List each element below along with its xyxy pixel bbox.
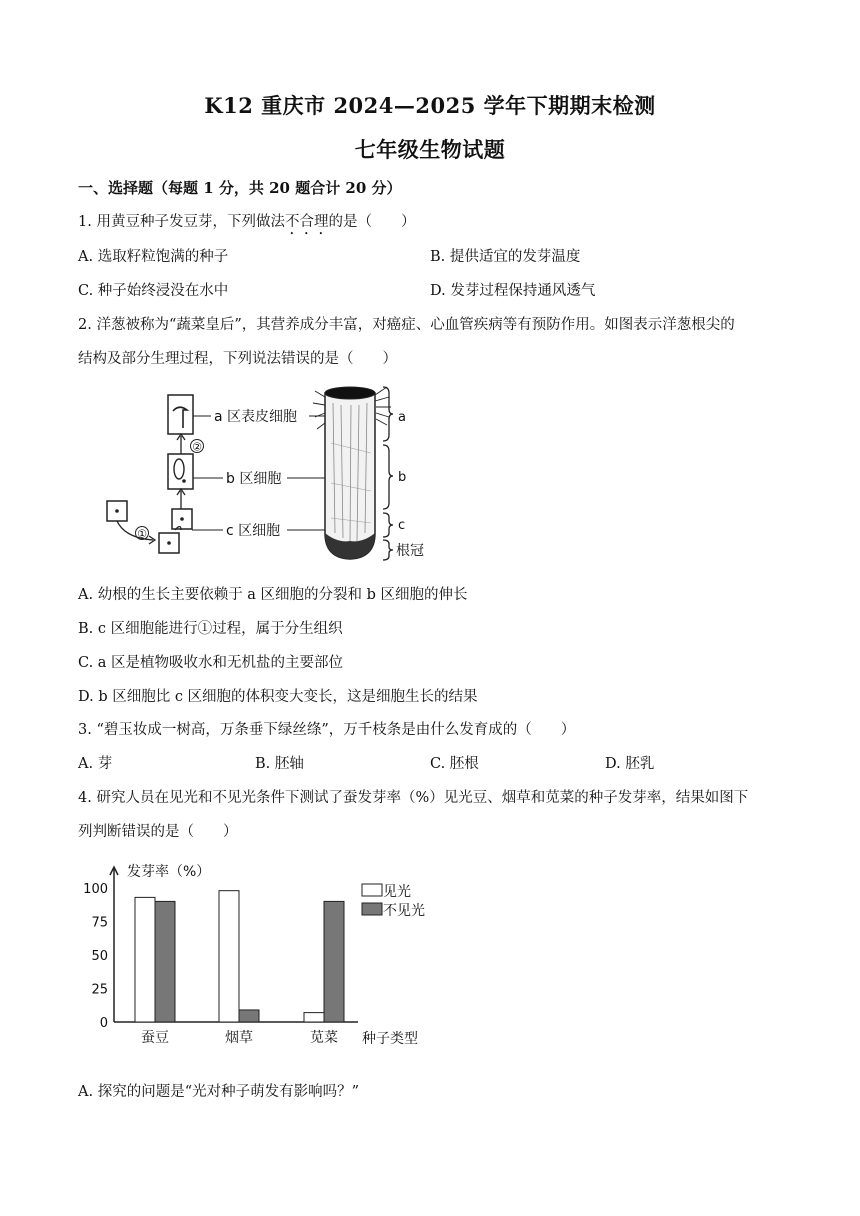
label-b-zone: b 区细胞 bbox=[226, 471, 282, 487]
root-tip-illustration bbox=[313, 387, 391, 559]
y-tick-label: 75 bbox=[91, 915, 108, 931]
q1-stem-before: 1. 用黄豆种子发豆芽，下列做法 bbox=[78, 214, 285, 230]
bar-light-0 bbox=[135, 897, 155, 1022]
legend-swatch bbox=[362, 903, 382, 915]
x-category-label: 烟草 bbox=[225, 1030, 253, 1046]
q2-option-d: D. b 区细胞比 c 区细胞的体积变大变长，这是细胞生长的结果 bbox=[78, 689, 478, 705]
bar-light-2 bbox=[304, 1013, 324, 1022]
q2-option-a: A. 幼根的生长主要依赖于 a 区细胞的分裂和 b 区细胞的伸长 bbox=[78, 587, 468, 603]
brace-b bbox=[383, 445, 393, 509]
brace-a bbox=[383, 387, 393, 441]
x-category-label: 蚕豆 bbox=[141, 1030, 169, 1046]
x-axis-label: 种子类型 bbox=[362, 1031, 418, 1047]
x-category-label: 苋菜 bbox=[310, 1030, 338, 1046]
y-tick-label: 0 bbox=[99, 1016, 108, 1031]
q1-option-b: B. 提供适宜的发芽温度 bbox=[430, 249, 581, 265]
legend-label: 见光 bbox=[383, 884, 411, 900]
q1-option-d: D. 发芽过程保持通风透气 bbox=[430, 283, 596, 299]
q2-stem-line2: 结构及部分生理过程，下列说法错误的是（ ） bbox=[78, 351, 397, 367]
brace-label-c: c bbox=[398, 518, 406, 533]
brace-label-b: b bbox=[398, 470, 407, 485]
root-tip-diagram bbox=[95, 383, 440, 568]
nucleus-dot bbox=[182, 479, 186, 483]
brace-label-a: a bbox=[398, 410, 406, 425]
nucleus-dot bbox=[180, 517, 184, 521]
legend-swatch bbox=[362, 884, 382, 896]
section-heading: 一、选择题（每题 1 分，共 20 题合计 20 分） bbox=[78, 179, 402, 197]
step-2-label: ② bbox=[192, 440, 202, 454]
q3-option-d: D. 胚乳 bbox=[605, 756, 655, 772]
y-axis-label: 发芽率（%） bbox=[127, 864, 211, 880]
q3-option-c: C. 胚根 bbox=[430, 756, 479, 772]
germination-rate-chart bbox=[75, 855, 465, 1055]
y-tick-label: 50 bbox=[91, 949, 108, 964]
bar-dark-1 bbox=[239, 1010, 259, 1022]
root-cap-label: 根冠 bbox=[396, 543, 424, 559]
q1-stem-after: 的是（ ） bbox=[328, 214, 416, 230]
label-a-zone: a 区表皮细胞 bbox=[214, 409, 298, 425]
nucleus-dot bbox=[115, 509, 119, 513]
q4-stem-line2: 列判断错误的是（ ） bbox=[78, 824, 238, 840]
a-zone-cell-box bbox=[168, 395, 193, 434]
q4-option-a: A. 探究的问题是“光对种子萌发有影响吗？” bbox=[78, 1084, 360, 1100]
nucleus-dot bbox=[167, 541, 171, 545]
q2-option-c: C. a 区是植物吸收水和无机盐的主要部位 bbox=[78, 655, 344, 671]
q1-stem bbox=[78, 210, 415, 238]
q1-option-c: C. 种子始终浸没在水中 bbox=[78, 283, 229, 299]
q1-stem-emphasis: 不合理 bbox=[284, 214, 329, 230]
bar-dark-2 bbox=[324, 901, 344, 1022]
exam-title: K12 重庆市 2024—2025 学年下期期末检测 bbox=[204, 93, 656, 118]
exam-subtitle: 七年级生物试题 bbox=[354, 137, 506, 162]
q3-option-a: A. 芽 bbox=[78, 756, 113, 772]
q2-option-b: B. c 区细胞能进行①过程，属于分生组织 bbox=[78, 621, 343, 637]
q2-stem-line1: 2. 洋葱被称为“蔬菜皇后”，其营养成分丰富，对癌症、心血管疾病等有预防作用。如图表示洋葱根尖的 bbox=[78, 317, 735, 333]
q4-stem-line1: 4. 研究人员在见光和不见光条件下测试了蚕发芽率（%）见光豆、烟草和苋菜的种子发芽率，结果如图下 bbox=[78, 790, 749, 806]
y-tick-label: 100 bbox=[83, 882, 108, 897]
brace-c bbox=[383, 513, 393, 537]
bar-light-1 bbox=[219, 891, 239, 1022]
brace-root-cap bbox=[383, 540, 393, 560]
legend-label: 不见光 bbox=[383, 903, 425, 919]
q3-option-b: B. 胚轴 bbox=[255, 756, 304, 772]
y-tick-label: 25 bbox=[91, 982, 108, 998]
q1-option-a: A. 选取籽粒饱满的种子 bbox=[78, 249, 229, 265]
q3-stem: 3. “碧玉妆成一树高，万条垂下绿丝绦”，万千枝条是由什么发育成的（ ） bbox=[78, 722, 576, 738]
label-c-zone: c 区细胞 bbox=[226, 523, 281, 539]
bar-dark-0 bbox=[155, 901, 175, 1022]
step-1-label: ① bbox=[137, 527, 147, 541]
